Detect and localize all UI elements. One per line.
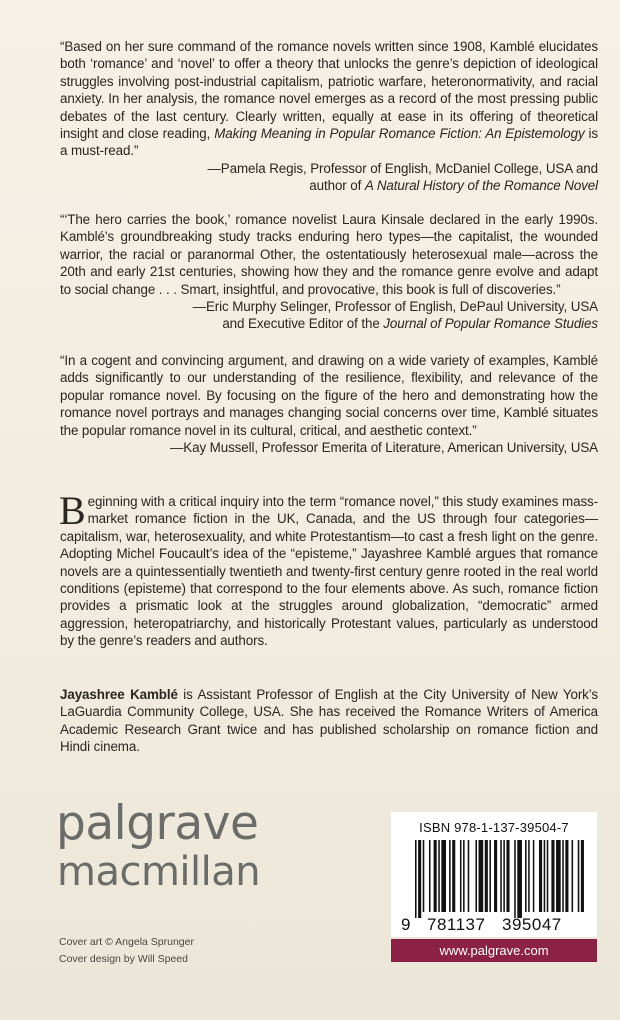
book-title: Making Meaning in Popular Romance Fiction: An Epistemology xyxy=(214,126,585,142)
barcode-bar xyxy=(514,840,516,918)
barcode-bar xyxy=(423,840,425,912)
barcode-bar xyxy=(494,840,497,912)
quote-text: “In a cogent and convincing argument, and drawing on a wide variety of examples, Kamblé adds significantly to our understanding of the resilience, flexibility, and relevance of the popular romance novel. By focusing on the figure of the hero and demonstrating how the romance novel portrays and manages changing social concerns over time, Kamblé situates the popular romance novel in its cultural, critical, and aesthetic context.” xyxy=(60,353,598,438)
book-description xyxy=(59,488,598,650)
logo-line-macmillan: macmillan xyxy=(57,849,261,895)
quote-attribution: —Kay Mussell, Professor Emerita of Literature, American University, USA xyxy=(170,440,598,456)
barcode-bar xyxy=(415,840,417,918)
drop-cap: B xyxy=(59,488,86,533)
barcode-bar xyxy=(463,840,465,912)
barcode-bars xyxy=(415,840,584,918)
quote-text: “‘The hero carries the book,’ romance novelist Laura Kinsale declared in the early 1990s. Kamblé’s groundbreaking study tracks enduring hero types—the capitalist, the wounded warrior, the racial or paranormal Other, the ostentatiously heterosexual male—across the 20th and early 21st centuries, showing how they and the romance genre evolve and adapt to social change . . . Smart, insightful, and provocative, this book is full of discoveries.” xyxy=(60,212,598,297)
barcode-bar xyxy=(479,840,484,912)
barcode-bar xyxy=(475,840,477,912)
barcode-bar xyxy=(556,840,561,912)
cover-credits xyxy=(59,934,194,968)
barcode-bar xyxy=(547,840,549,912)
barcode-bar xyxy=(551,840,554,912)
barcode-bar xyxy=(441,840,446,912)
barcode-digits-right: 395047 xyxy=(502,915,562,932)
barcode-bar xyxy=(525,840,527,912)
barcode-bar xyxy=(578,840,580,912)
barcode-bar xyxy=(572,840,574,912)
barcode-bar xyxy=(562,840,564,912)
quote-attribution: —Eric Murphy Selinger, Professor of English, DePaul University, USA xyxy=(192,299,598,315)
cover-art-credit: Cover art © Angela Sprunger xyxy=(59,936,194,948)
barcode-bar xyxy=(460,840,462,912)
barcode-bar xyxy=(434,840,437,912)
author-name: Jayashree Kamblé xyxy=(60,687,178,702)
publisher-logo xyxy=(56,798,260,894)
barcode-bar xyxy=(500,840,502,912)
quote-attribution: and Executive Editor of the Journal of Popular Romance Studies xyxy=(222,316,598,332)
review-quote-mussell xyxy=(60,352,598,456)
barcode-bar xyxy=(468,840,470,912)
logo-line-palgrave: palgrave xyxy=(56,796,259,851)
barcode-bar xyxy=(449,840,451,912)
quote-text: “Based on her sure command of the romance novels written since 1908, Kamblé elucidates both ‘romance’ and ‘novel’ to offer a theory that unlocks the genre’s depiction of ideological struggles involving post-industrial capitalism, patriotic warfare, heteronormativity, and racial anxiety. In her analysis, the romance novel emerges as a record of the most pressing public debates of the last century. Clearly written, equally at ease in its offering of theoretical insight and close reading, Making Meaning in Popular Romance Fiction: An Epistemology is a must-read.” xyxy=(60,39,598,159)
bio-text: is Assistant Professor of English at the City University of New York’s LaGuardia Community College, USA. She has received the Romance Writers of America Academic Research Grant twice and has published scholarship on romance fiction and Hindi cinema. xyxy=(60,687,598,755)
barcode-digits-left: 781137 xyxy=(427,915,486,932)
barcode-bar xyxy=(485,840,488,912)
barcode-bar xyxy=(418,840,421,918)
publisher-url: www.palgrave.com xyxy=(391,939,597,962)
isbn-barcode xyxy=(391,812,597,937)
barcode-graphic xyxy=(401,840,587,932)
quote-attribution: —Pamela Regis, Professor of English, McDaniel College, USA and xyxy=(207,160,598,176)
description-text: eginning with a critical inquiry into the term “romance novel,” this study examines mass-market romance fiction in the UK, Canada, and the US through four categories—capitalism, war, heterosexuality, and white Protestantism—to cast a fresh light on the genre. Adopting Michel Foucault’s idea of the “episteme,” Jayashree Kamblé argues that romance novels are a quintessentially twentieth and twenty-first century genre rooted in the real world conditions (episteme) that correspond to the four elements above. As such, romance fiction provides a prismatic look at the struggles around globalization, “democratic” armed aggression, heteropatriarchy, and historically Protestant values, particularly as understood by the genre’s readers and authors. xyxy=(60,494,598,649)
barcode-digit-prefix: 9 xyxy=(401,915,411,932)
barcode-bar xyxy=(544,840,546,912)
barcode-bar xyxy=(489,840,491,912)
isbn-label: ISBN 978-1-137-39504-7 xyxy=(419,820,569,835)
barcode-bar xyxy=(506,840,509,912)
barcode-bar xyxy=(429,840,431,912)
review-quote-selinger xyxy=(60,211,598,333)
barcode-bar xyxy=(517,840,522,918)
barcode-bar xyxy=(581,840,584,912)
barcode-bar xyxy=(528,840,530,912)
author-bio xyxy=(60,686,598,756)
barcode-bar xyxy=(533,840,535,912)
cover-design-credit: Cover design by Will Speed xyxy=(59,953,188,965)
review-quote-regis xyxy=(60,38,598,195)
barcode-bar xyxy=(438,840,440,912)
barcode-bar xyxy=(503,840,505,912)
quote-attribution: author of A Natural History of the Romance Novel xyxy=(309,178,598,194)
barcode-bar xyxy=(539,840,542,912)
barcode-bar xyxy=(452,840,455,912)
barcode-bar xyxy=(565,840,568,912)
